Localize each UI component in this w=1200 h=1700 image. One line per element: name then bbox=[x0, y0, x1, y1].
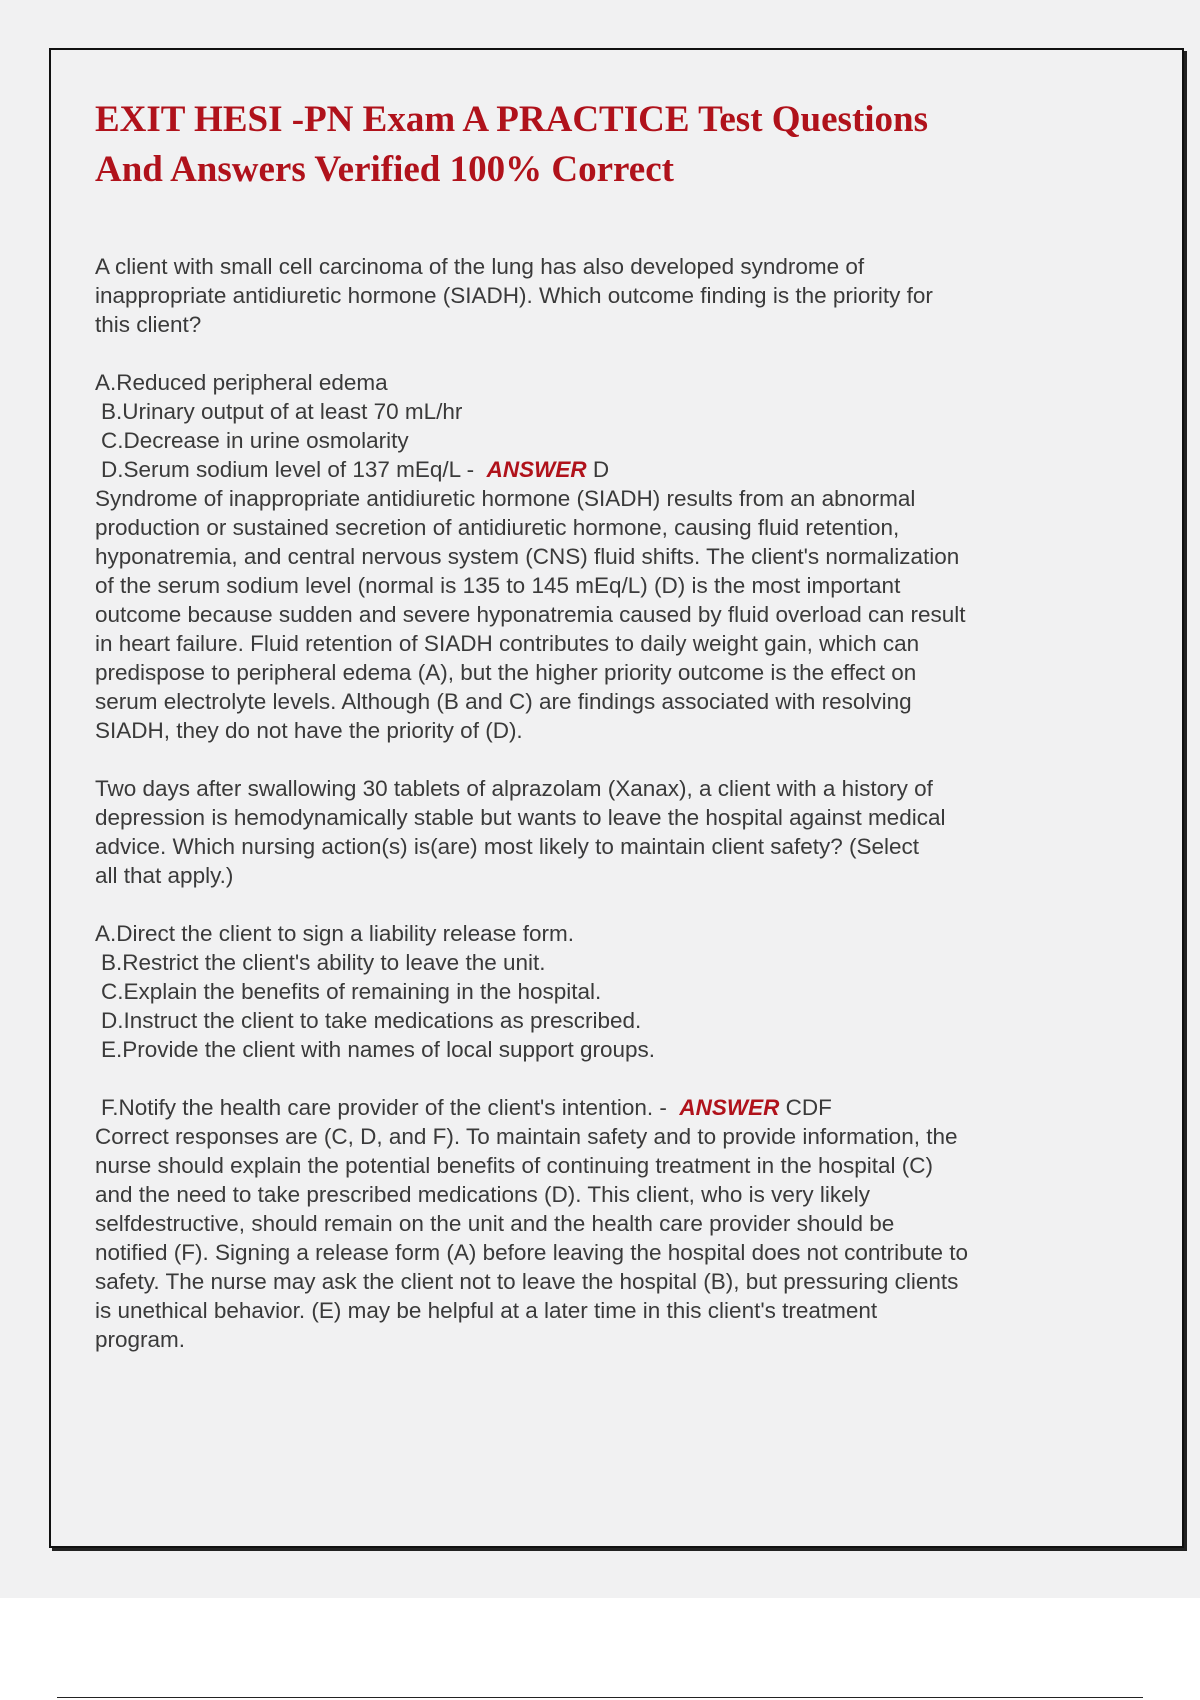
option-a: A.Reduced peripheral edema bbox=[95, 370, 388, 395]
question-2 bbox=[95, 774, 1055, 1354]
spacer bbox=[95, 1064, 1055, 1093]
rationale-line: program. bbox=[95, 1327, 186, 1352]
stem-line: A client with small cell carcinoma of the lung has also developed syndrome of bbox=[95, 254, 865, 279]
rationale-line: SIADH, they do not have the priority of (D). bbox=[95, 718, 523, 743]
option-d bbox=[95, 455, 1055, 484]
stem-line: Two days after swallowing 30 tablets of alprazolam (Xanax), a client with a history of bbox=[95, 776, 933, 801]
question-1 bbox=[95, 252, 1055, 745]
option-d: D.Instruct the client to take medications as prescribed. bbox=[101, 1008, 642, 1033]
rationale-line: production or sustained secretion of antidiuretic hormone, causing fluid retention, bbox=[95, 515, 900, 540]
rationale-line: notified (F). Signing a release form (A) before leaving the hospital does not contribute to bbox=[95, 1240, 968, 1265]
document-content bbox=[95, 252, 1055, 1354]
title-line-2: And Answers Verified 100% Correct bbox=[95, 149, 674, 190]
rationale-line: serum electrolyte levels. Although (B and C) are findings associated with resolving bbox=[95, 689, 912, 714]
question-2-rationale bbox=[95, 1122, 1055, 1354]
option-c: C.Explain the benefits of remaining in the hospital. bbox=[101, 979, 602, 1004]
rationale-line: Correct responses are (C, D, and F). To maintain safety and to provide information, the bbox=[95, 1124, 958, 1149]
question-1-stem bbox=[95, 252, 1055, 339]
rationale-line: and the need to take prescribed medications (D). This client, who is very likely bbox=[95, 1182, 870, 1207]
rationale-line: of the serum sodium level (normal is 135 to 145 mEq/L) (D) is the most important bbox=[95, 573, 901, 598]
answer-label: ANSWER bbox=[679, 1095, 780, 1120]
spacer bbox=[95, 745, 1055, 774]
option-b: B.Restrict the client's ability to leave the unit. bbox=[101, 950, 546, 975]
document-title bbox=[95, 95, 1055, 195]
option-f-text: F.Notify the health care provider of the client's intention. - bbox=[101, 1095, 667, 1120]
question-1-options bbox=[95, 368, 1055, 484]
rationale-line: is unethical behavior. (E) may be helpful at a later time in this client's treatment bbox=[95, 1298, 878, 1323]
answer-value: D bbox=[592, 457, 610, 482]
option-d-text: D.Serum sodium level of 137 mEq/L - bbox=[101, 457, 475, 482]
stem-line: this client? bbox=[95, 312, 202, 337]
option-c: C.Decrease in urine osmolarity bbox=[101, 428, 409, 453]
rationale-line: nurse should explain the potential benefits of continuing treatment in the hospital (C) bbox=[95, 1153, 934, 1178]
question-2-stem bbox=[95, 774, 1055, 890]
rationale-line: in heart failure. Fluid retention of SIADH contributes to daily weight gain, which can bbox=[95, 631, 920, 656]
spacer bbox=[95, 890, 1055, 919]
stem-line: inappropriate antidiuretic hormone (SIADH). Which outcome finding is the priority for bbox=[95, 283, 933, 308]
rationale-line: hyponatremia, and central nervous system (CNS) fluid shifts. The client's normalization bbox=[95, 544, 960, 569]
option-b: B.Urinary output of at least 70 mL/hr bbox=[101, 399, 463, 424]
answer-value: CDF bbox=[785, 1095, 832, 1120]
answer-label: ANSWER bbox=[486, 457, 587, 482]
option-a: A.Direct the client to sign a liability release form. bbox=[95, 921, 574, 946]
rationale-line: Syndrome of inappropriate antidiuretic hormone (SIADH) results from an abnormal bbox=[95, 486, 916, 511]
spacer bbox=[95, 339, 1055, 368]
option-e: E.Provide the client with names of local support groups. bbox=[101, 1037, 656, 1062]
footer-divider bbox=[57, 1697, 1143, 1698]
stem-line: depression is hemodynamically stable but wants to leave the hospital against medical bbox=[95, 805, 946, 830]
rationale-line: selfdestructive, should remain on the unit and the health care provider should be bbox=[95, 1211, 895, 1236]
stem-line: all that apply.) bbox=[95, 863, 234, 888]
rationale-line: safety. The nurse may ask the client not to leave the hospital (B), but pressuring clients bbox=[95, 1269, 959, 1294]
question-2-options bbox=[95, 919, 1055, 1122]
question-1-rationale bbox=[95, 484, 1055, 745]
stem-line: advice. Which nursing action(s) is(are) most likely to maintain client safety? (Select bbox=[95, 834, 920, 859]
option-f bbox=[95, 1093, 1055, 1122]
title-line-1: EXIT HESI -PN Exam A PRACTICE Test Questions bbox=[95, 99, 929, 140]
rationale-line: outcome because sudden and severe hyponatremia caused by fluid overload can result bbox=[95, 602, 966, 627]
rationale-line: predispose to peripheral edema (A), but the higher priority outcome is the effect on bbox=[95, 660, 917, 685]
